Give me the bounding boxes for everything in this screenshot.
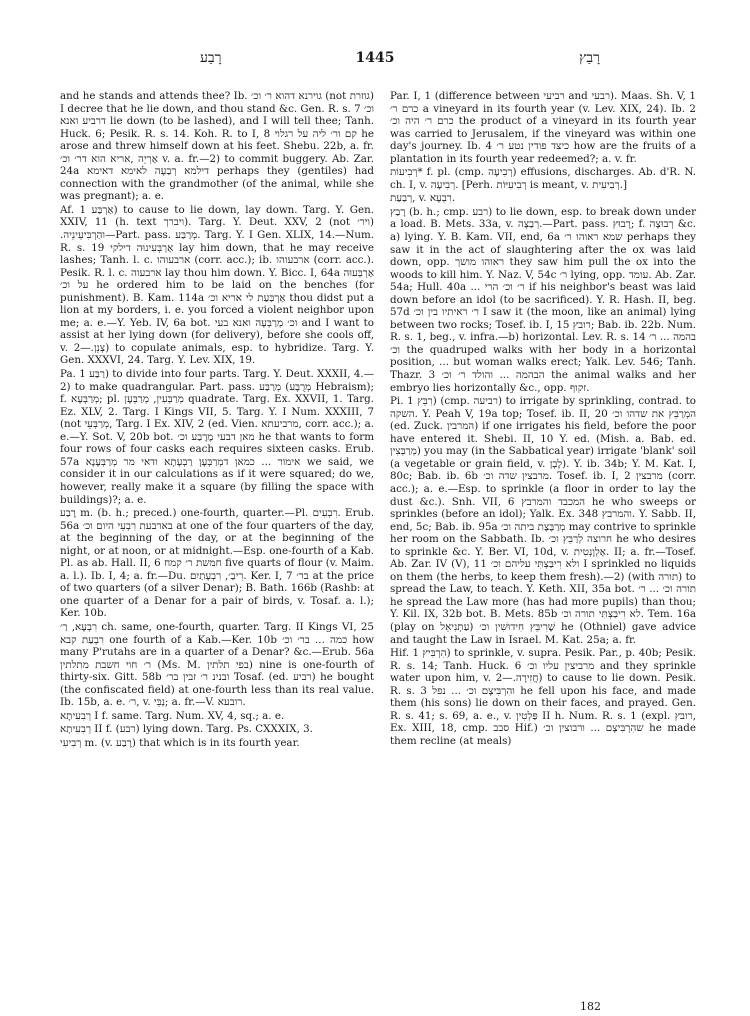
entry-paragraph: רְבִיעוֹת* f. pl. (cmp. רְבִיעָה) effusions, discharges. Ab. d'R. N. ch. I, v. רְבִיעָה. [Perh. רְבִיעִיּוֹת is meant, v. רְבִיעִית.] bbox=[390, 166, 696, 191]
left-column bbox=[60, 90, 374, 750]
entry-paragraph: רְבִעִיתָא I f. same. Targ. Num. XV, 4, sq.; a. e. bbox=[60, 709, 285, 722]
entry-paragraph: רָבַץ (b. h.; cmp. רבע) to lie down, esp. to break down under a load. B. Mets. 33a, v. רְבַצָה.—Part. pass. רָבוּץ; f. רְבוּצָה &c. a) lying. Y. B. Kam. VII, end, 6a שמא ראוהו ר׳ perhaps they saw it in the act of slaughtering after the ox was laid down, opp. ראוהו מושך they saw him pull the ox into the woods to kill him. Y. Naz. V, 54c ר׳ lying, opp. עומד. Ab. Zar. 54a; Hull. 40a ... ר׳ וכ׳ הרי if his neighbor's beast was laid down before an idol (to be sacrificed). Y. R. Hash. II, beg. 57d ר׳ ראיתיו בין וכ׳ I saw it (the moon, like an animal) lying between two rocks; Tosef. ib. I, 15 רובץ; Bab. ib. 22b. Num. R. s. 1, beg., v. infra.—b) horizontal. Lev. R. s. 14 בהמה ... ר׳ וכ׳ the quadruped walks with her body in a horizontal position, ... but woman walks erect; Yalk. Lev. 546; Tanh. Thazr. 3 הבהמה ... והולד ר׳ וכ׳ the animal walks and her embryo lies horizontally &c., opp. זקוף. bbox=[390, 205, 697, 394]
page-header bbox=[60, 50, 690, 72]
entry-paragraph: Pa. רַבַּע 1) to divide into four parts. Targ. Y. Deut. XXXII, 4.—2) to make quadrangular. Part. pass. מְרַבַּע (מְרֻבָּע Hebraism); f. מְרַבְּעָא; pl. מְרַבְּעִין, מְרַבְּעָן quadrate. Targ. Ex. XXVII, 1. Targ. Ez. XLV, 2. Targ. I Kings VII, 5. Targ. Y. I Num. XXXIII, 7 (not מְרַבְּעֵי, Targ. I Ex. XIV, 2 (ed. Vien. מרביעתא, corr. acc.); a. e.—Y. Sot. V, 20b bot. מאן דבעי מֶרֶבַע וכ׳ he that wants to form four rows of four casks each requires sixteen casks. Erub. 57a אימור ... כמאן דמְרַבְּעָן רַבְעָתָא ודאי מר מְרַבְּעָנָא we said, we consider it in our calculations as if it were squared; do we, however, really make it a square (by filling the space with buildings)?; a. e. bbox=[60, 368, 375, 506]
running-head-left: רָבַע bbox=[200, 50, 222, 66]
entry-paragraph: רְבִעִיתָא II f. (רבע) lying down. Targ. Ps. CXXXIX, 3. bbox=[60, 723, 313, 736]
entry-paragraph: Hif. הִרְבִּיץ 1) to sprinkle, v. supra. Pesik. Par., p. 40b; Pesik. R. s. 14; Tanh. Huck. 6 מרביצין עליו וכ׳ and they sprinkle water upon him, v. חֲזִירָה.—2) to cause to lie down. Pesik. R. s. 3 והִרְבִּיצָם וכ׳ ... נפל he fell upon his face, and made them (his sons) lie down on their faces, and prayed. Gen. R. s. 41; s. 69, a. e., v. פַּלְטִין II h. Num. R. s. 1 (expl. רובץ, Ex. XIII, 18, cmp. סבב Hif.) שהִרְבִּיצָם ... ורבוצין וכ׳ he made them recline (at meals) bbox=[390, 647, 697, 747]
entry-paragraph: Af. אַרְבַּע 1) to cause to lie down, lay down. Targ. Y. Gen. XXIV, 11 (h. text ויברך). Targ. Y. Deut. XXV, 2 (not ויר׳) .והַרְבִּיעֵינֵיה—Part. pass. מְרַבַּע. Targ. Y. I Gen. XLIX, 14.—Num. R. s. 19 אַרְבְּעִינוּה דילקי lay him down, that he may receive lashes; Tanh. l. c. ארבעוהו (corr. acc.); ib. ארבעוהו (corr. acc.). Pesik. R. l. c. ארבעוה lay thou him down. Y. Bicc. I, 64a אַרְבְּעוּה על וכ׳ he ordered him to be laid on the benches (for punishment). B. Kam. 114a אַרְבַּעַת לי אריא וכ׳ thou didst put a lion at my borders, i. e. you forced a violent neighbor upon me; a. e.—Y. Yeb. IV, 6a bot. וכ׳ מְרַבְּעָה ואנא בעי and I want to assist at her lying down (for delivery), before she cools off, v. צְנֵן.—2) to copulate animals, esp. to hybridize. Targ. Y. Gen. XXXVI, 24. Targ. Y. Lev. XIX, 19. bbox=[60, 203, 375, 367]
entry-paragraph: Par. I, 1 (difference between רביעי and רבעי). Maas. Sh. V, 1 כרם ר׳ a vineyard in its fourth year (v. Lev. XIX, 24). Ib. 2 כרם ר׳ היה וכ׳ the product of a vineyard in its fourth year was carried to Jerusalem, if the vineyard was within one day's journey. Ib. 4 כיצד פודין נטע ר׳ how are the fruits of a plantation in its fourth year redeemed?; a. v. fr. bbox=[390, 90, 697, 165]
entry-paragraph: רֶבַע m. (b. h.; preced.) one-fourth, quarter.—Pl. רִבְעִים. Erub. 56a בארבעת רִבְעֵי היום וכ׳ at one of the four quarters of the day, at the beginning of the day, or at the beginning of the night, or at noon, or at midnight.—Esp. one-fourth of a Kab. Pl. as ab. Hall. II, 6 חמשת ר׳ קמח five quarts of flour (v. Maim. a. l.). Ib. I, 4; a. fr.—Du. רִיבַ׳, רִבְעָתַיִם. Ker. I, 7 בר׳ at the price of two quarters (of a silver Denar); B. Bath. 166b (Rashb: at one quarter of a Denar for a pair of birds, v. Tosaf. a. l.); Ker. 10b. bbox=[60, 507, 374, 620]
right-column bbox=[390, 90, 696, 748]
entry-paragraph: Pi. רִבֵּץ 1) (cmp. רביעה) to irrigate by sprinkling, contrad. to השקה. Y. Peah V, 19a top; Tosef. ib. II, 20 המְרַבֵּץ את שדהו וכ׳ (ed. Zuck. המרבין) if one irrigates his field, before the poor have entered it. Shebi. II, 10 Y. ed. (Mish. a. Bab. ed. מְרַבְּצִין) you may (in the Sabbatical year) irrigate 'blank' soil (a vegetable or grain field, v. לָבָן). Y. ib. 34b; Y. M. Kat. I, 80c; Bab. ib. 6b מרבצין שדה וכ׳. Tosef. ib. I, 2 מרבצין (corr. acc.); a. e.—Esp. to sprinkle (a floor in order to lay the dust &c.). Snh. VII, 6 המכבד והמרבץ he who sweeps or sprinkles (before an idol); Yalk. Ex. 348 והמרבץ. Y. Sabb. II, end, 5c; Bab. ib. 95a מְרַבֶּצֶת ביתה וכ׳ may contrive to sprinkle her room on the Sabbath. Ib. חרוצה לְרַבֵּץ וכ׳ he who desires to sprinkle &c. Y. Ber. VI, 10d, v. אַלְוָנְטִית. II; a. fr.—Tosef. Ab. Zar. IV (V), 11 ולא רִיבַּצְתִּי עליהם וכ׳ I sprinkled no liquids on them (the herbs, to keep them fresh).—2) (with תורה) to spread the Law, to teach. Y. Keth. XII, 35a bot. תורה וכ׳ ... ר׳ he spread the Law more (has had more pupils) than thou; Y. Kil. IX, 32b bot. B. Mets. 85b לא רִיבַּצְתִּי תורה וכ׳. Tem. 16a (play on עַתְנִיאֵל) שֶׁרִיבֵּץ חִידוּשִׁין וכ׳ he (Othniel) gave advice and taught the Law in Israel. M. Kat. 25a; a. fr. bbox=[390, 395, 697, 646]
entry-paragraph: and he stands and attends thee? Ib. גוירנא דהוא ר׳ וכ׳ (not גוזרת) I decree that he lie down, and thou stand &c. Gen. R. s. 7 וכ׳ דרביע ואנא lie down (to be lashed), and I will tell thee; Tanh. Huck. 6; Pesik. R. s. 14. Koh. R. to I, 8 קם ור׳ ליה על רגלוי he arose and threw himself down at his feet. Shebu. 22b, a. fr. אַרְיֵה ,אריא הוא דר׳ וכ׳ v. a. fr.—2) to commit buggery. Ab. Zar. 24a דילמא רְבַעָה לאימא דאימא perhaps they (gentiles) had connection with the grandmother (of the animal, while she was pregnant); a. e. bbox=[60, 90, 375, 203]
page-number: 1445 bbox=[355, 50, 395, 66]
entry-paragraph: רִבְעָא, רַ׳ ch. same, one-fourth, quarter. Targ. II Kings VI, 25 רִבְעַת קבא one fourth of a Kab.—Ker. 10b כמה ... בר׳ וכ׳ how many P'rutahs are in a quarter of a Denar? &c.—Erub. 56a ר׳ חוי חשבת מתלתין (Ms. M. בפי תלתין) nine is one-fourth of thirty-six. Gitt. 58b ובנינ ר׳ זבין בר׳ Tosaf. (ed. רביע) he bought (the confiscated field) at one-fourth less than its real value. Ib. 15b, a. e. ר׳, v. נְבֵּי; a. fr.—V. רובעא. bbox=[60, 620, 375, 709]
running-head-right: רָבַץ bbox=[579, 50, 600, 66]
entry-paragraph: רְבִיעִי m. (v. רָבַע) that which is in its fourth year. bbox=[60, 736, 300, 749]
entry-paragraph: רְבַעַת, v. רִבְעָא. bbox=[390, 192, 456, 205]
signature-number: 182 bbox=[580, 1000, 601, 1013]
